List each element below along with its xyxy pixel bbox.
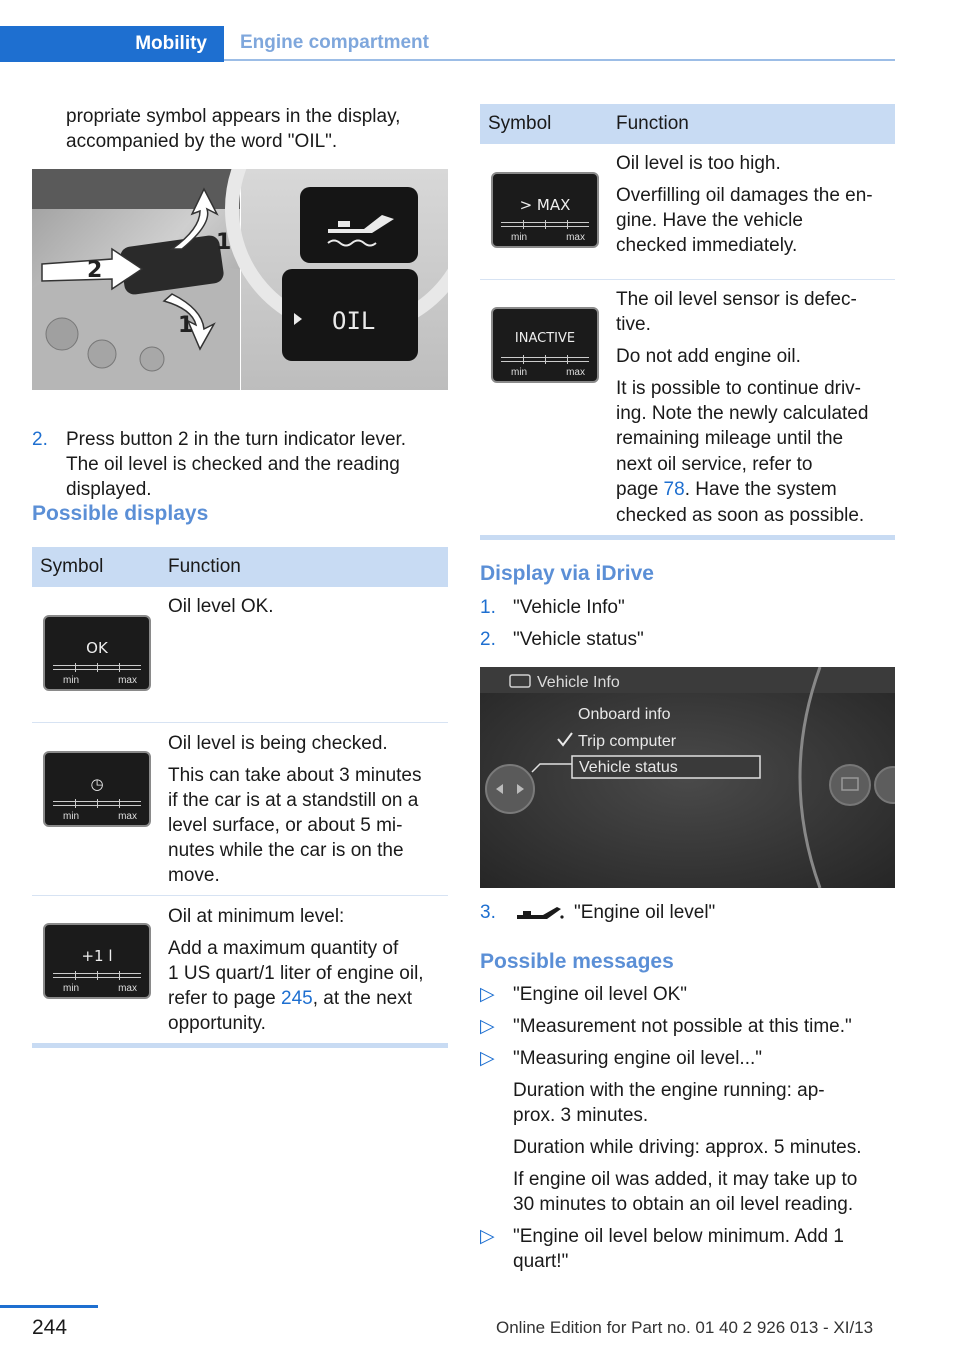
gauge-min: min <box>63 983 80 994</box>
rrow2-line4: It is possible to continue driv- <box>616 378 862 399</box>
rrow2-line2: tive. <box>616 314 651 335</box>
rrow2-line7: next oil service, refer to <box>616 454 813 475</box>
oil-can-icon <box>513 903 565 923</box>
gauge-max: max <box>118 675 137 686</box>
heading-display-via-idrive: Display via iDrive <box>480 562 654 585</box>
intro-text-line2: accompanied by the word "OIL". <box>66 131 338 152</box>
row-separator <box>32 895 448 896</box>
col-symbol: Symbol <box>488 113 552 134</box>
idrive-screen <box>480 667 895 888</box>
oil-display-word: OIL <box>332 307 376 335</box>
gauge-bar <box>53 973 141 978</box>
page-link-245[interactable]: 245 <box>281 988 313 1009</box>
heading-possible-messages: Possible messages <box>480 950 674 973</box>
message-3: "Measuring engine oil level..." <box>513 1048 763 1069</box>
controller-knob <box>486 765 534 813</box>
bullet-icon: ▷ <box>480 984 495 1005</box>
callout-1-bottom: 1 <box>178 313 194 338</box>
chapter-tab[interactable] <box>0 26 224 62</box>
page-header <box>0 26 895 62</box>
bullet-icon: ▷ <box>480 1048 495 1069</box>
gauge-max: max <box>118 983 137 994</box>
sensor-inactive-symbol <box>491 307 599 383</box>
message-3-detail5: 30 minutes to obtain an oil level reading. <box>513 1194 854 1215</box>
rrow2-line5: ing. Note the newly calculated <box>616 403 869 424</box>
page-number: 244 <box>32 1316 68 1339</box>
right-table-end <box>480 535 895 540</box>
row2-line2: This can take about 3 minutes <box>168 765 422 786</box>
message-3-detail4: If engine oil was added, it may take up to <box>513 1169 858 1190</box>
symbol-label: INACTIVE <box>514 331 576 346</box>
row2-line1: Oil level is being checked. <box>168 733 388 754</box>
chapter-label: Mobility <box>135 33 207 54</box>
message-3-detail1: Duration with the engine running: ap- <box>513 1080 825 1101</box>
col-function: Function <box>168 556 241 577</box>
step2r-text: "Vehicle status" <box>513 629 644 650</box>
header-rule <box>224 59 895 61</box>
row-separator <box>32 722 448 723</box>
symbol-label: +1 l <box>81 947 113 965</box>
left-table-end <box>32 1043 448 1048</box>
lever-display-illustration <box>32 169 448 390</box>
step2-text-line3: displayed. <box>66 479 152 500</box>
section-title: Engine compartment <box>240 32 429 53</box>
lever-display-photo <box>32 169 448 390</box>
gauge-max: max <box>566 367 585 378</box>
message-3-detail2: prox. 3 minutes. <box>513 1105 649 1126</box>
gauge-min: min <box>63 811 80 822</box>
row2-line6: move. <box>168 865 220 886</box>
gauge-min: min <box>511 232 528 243</box>
gauge-max: max <box>566 232 585 243</box>
gauge-min: min <box>511 367 528 378</box>
row1-line1: Oil level OK. <box>168 596 274 617</box>
row2-line5: nutes while the car is on the <box>168 840 404 861</box>
callout-2: 2 <box>87 258 103 283</box>
message-2: "Measurement not possible at this time." <box>513 1016 852 1037</box>
oil-too-high-symbol <box>491 172 599 248</box>
rrow2-line9: checked as soon as possible. <box>616 505 865 526</box>
symbol-label: OK <box>86 639 108 657</box>
message-3-detail3: Duration while driving: approx. 5 minutes. <box>513 1137 862 1158</box>
menu-onboard-info[interactable]: Onboard info <box>578 706 671 723</box>
page-link-78[interactable]: 78 <box>663 479 685 500</box>
symbol-label: > MAX <box>519 196 571 214</box>
rrow1-line4: checked immediately. <box>616 235 798 256</box>
rrow1-line2: Overfilling oil damages the en- <box>616 185 873 206</box>
bullet-icon: ▷ <box>480 1016 495 1037</box>
ref-text: page <box>616 479 664 500</box>
step3-number: 3. <box>480 902 496 923</box>
row3-line2: Add a maximum quantity of <box>168 938 399 959</box>
message-1: "Engine oil level OK" <box>513 984 688 1005</box>
right-table-header <box>480 104 895 144</box>
screen-title: Vehicle Info <box>537 674 620 691</box>
gauge-bar <box>53 665 141 670</box>
step2-text-line1: Press button 2 in the turn indicator lever. <box>66 429 407 450</box>
intro-text-line1: propriate symbol appears in the display, <box>66 106 401 127</box>
heading-possible-displays: Possible displays <box>32 502 209 525</box>
bullet-icon: ▷ <box>480 1226 495 1247</box>
row3-line4 <box>168 986 412 1011</box>
edition-text: Online Edition for Part no. 01 40 2 926 013 - XI/13 <box>496 1318 874 1337</box>
row3-line3: 1 US quart/1 liter of engine oil, <box>168 963 424 984</box>
gauge-max: max <box>118 811 137 822</box>
side-knob-left <box>830 765 870 805</box>
symbol-label: ◷ <box>90 775 104 793</box>
row3-line1: Oil at minimum level: <box>168 906 345 927</box>
gauge-bar <box>501 222 589 227</box>
step1-number: 1. <box>480 597 496 618</box>
oil-ok-symbol <box>43 615 151 691</box>
message-4-line1: "Engine oil level below minimum. Add 1 <box>513 1226 844 1247</box>
footer-rule <box>0 1305 98 1308</box>
col-function: Function <box>616 113 689 134</box>
col-symbol: Symbol <box>40 556 104 577</box>
gauge-bar <box>501 357 589 362</box>
ref-text: . Have the system <box>684 479 837 500</box>
rrow1-line1: Oil level is too high. <box>616 153 781 174</box>
row2-line3: if the car is at a standstill on a <box>168 790 419 811</box>
row-separator <box>480 279 895 280</box>
left-table-header <box>32 547 448 587</box>
rrow2-line1: The oil level sensor is defec- <box>616 289 857 310</box>
step2-text-line2: The oil level is checked and the reading <box>66 454 400 475</box>
menu-trip-computer[interactable]: Trip computer <box>578 733 677 750</box>
ref-text: , at the next <box>312 988 413 1009</box>
step3-text: "Engine oil level" <box>574 902 716 923</box>
rrow2-line6: remaining mileage until the <box>616 428 844 449</box>
row2-line4: level surface, or about 5 mi- <box>168 815 403 836</box>
idrive-screen-illustration <box>480 667 895 888</box>
gauge-bar <box>53 801 141 806</box>
message-4-line2: quart!" <box>513 1251 569 1272</box>
oil-minimum-symbol <box>43 923 151 999</box>
oil-checking-symbol <box>43 751 151 827</box>
step2r-number: 2. <box>480 629 496 650</box>
rrow1-line3: gine. Have the vehicle <box>616 210 803 231</box>
callout-1-top: 1 <box>216 230 232 255</box>
step2-number: 2. <box>32 429 48 450</box>
step1-text: "Vehicle Info" <box>513 597 625 618</box>
ref-text: refer to page <box>168 988 282 1009</box>
rrow2-line3: Do not add engine oil. <box>616 346 801 367</box>
gauge-min: min <box>63 675 80 686</box>
rrow2-line8 <box>616 477 837 502</box>
menu-vehicle-status[interactable]: Vehicle status <box>579 759 678 776</box>
row3-line5: opportunity. <box>168 1013 266 1034</box>
